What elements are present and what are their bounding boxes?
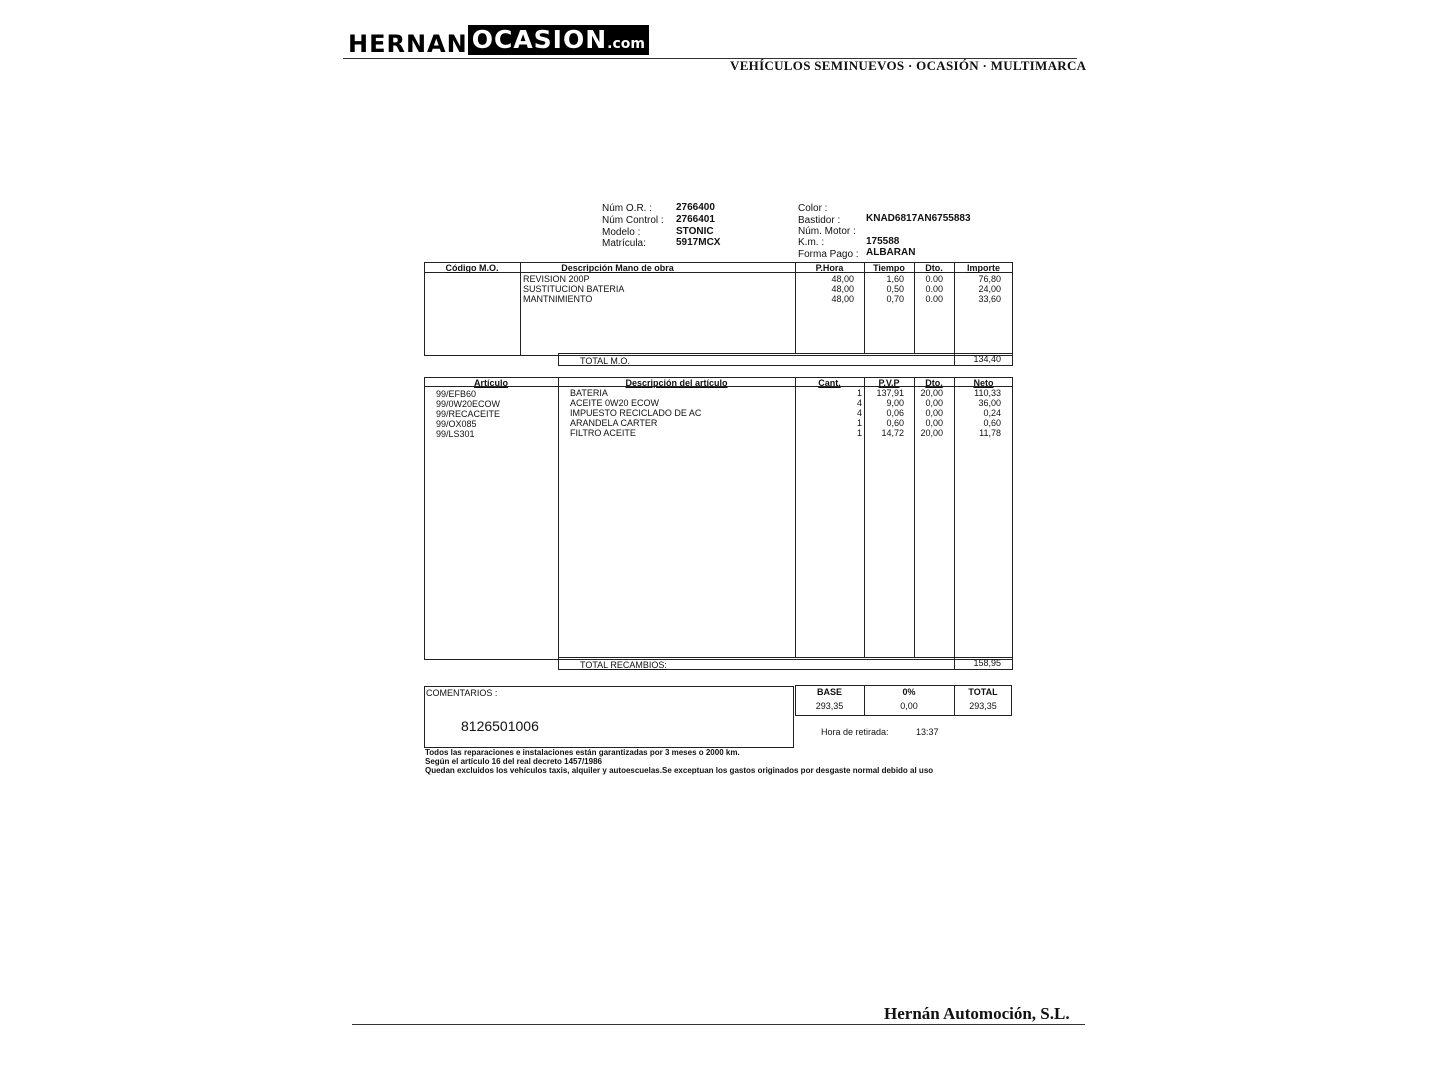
note-line: Todos las reparaciones e instalaciones están garantizadas por 3 meses o 2000 km.: [425, 748, 740, 757]
labor-desc: REVISION 200P: [523, 274, 590, 284]
logo-text-ocasion: [468, 25, 649, 55]
labor-phora: 48,00: [831, 274, 854, 284]
labor-desc: MANTNIMIENTO: [523, 294, 593, 304]
labor-total-divider: [954, 353, 955, 366]
labor-dto: 0.00: [925, 294, 943, 304]
num-control-label: Núm Control :: [602, 215, 664, 226]
total-value: 293,35: [969, 701, 997, 711]
parts-col-divider: [795, 377, 796, 658]
parts-articulo: 99/RECACEITE: [436, 409, 501, 419]
parts-cant: 4: [856, 408, 862, 418]
parts-neto: 36,00: [978, 398, 1001, 408]
num-motor-label: Núm. Motor :: [798, 226, 856, 237]
color-label: Color :: [798, 203, 828, 214]
km-value: 175588: [866, 236, 900, 247]
parts-header-cant: Cant.: [818, 378, 841, 388]
parts-desc: FILTRO ACEITE: [570, 428, 636, 438]
labor-header-descripcion: Descripción Mano de obra: [561, 263, 674, 273]
base-label: BASE: [816, 687, 842, 697]
labor-total-label: TOTAL M.O.: [580, 356, 630, 366]
parts-neto: 0,24: [983, 408, 1001, 418]
parts-pvp: 137,91: [876, 388, 904, 398]
labor-header-dto: Dto.: [925, 263, 943, 273]
labor-col-divider: [954, 262, 955, 354]
parts-neto: 110,33: [974, 388, 1001, 398]
forma-pago-label: Forma Pago :: [798, 249, 859, 260]
parts-desc: IMPUESTO RECICLADO DE AC: [570, 408, 702, 418]
labor-header-codigo: Código M.O.: [445, 263, 499, 273]
labor-total-value: 134,40: [973, 354, 1001, 364]
parts-pvp: 14,72: [881, 428, 904, 438]
bastidor-label: Bastidor :: [798, 215, 841, 226]
parts-cant: 4: [856, 398, 862, 408]
labor-tiempo: 0,50: [886, 284, 904, 294]
base-value: 293,35: [815, 701, 844, 711]
parts-dto: 0,00: [925, 418, 943, 428]
labor-col-divider: [914, 262, 915, 354]
labor-header-importe: Importe: [966, 263, 1000, 273]
header-tagline: VEHÍCULOS SEMINUEVOS · OCASIÓN · MULTIMARCA: [730, 58, 1087, 73]
parts-cant: 1: [856, 388, 862, 398]
parts-pvp: 0,06: [886, 408, 904, 418]
labor-phora: 48,00: [831, 294, 854, 304]
parts-dto: 20,00: [920, 388, 943, 398]
num-or-label: Núm O.R. :: [602, 203, 653, 214]
parts-col-divider: [954, 377, 955, 658]
parts-cant: 1: [856, 418, 862, 428]
labor-importe: 33,60: [978, 294, 1001, 304]
modelo-value: STONIC: [676, 226, 714, 237]
labor-header-phora: P.Hora: [815, 263, 844, 273]
hora-value: 13:37: [916, 727, 939, 737]
parts-articulo: 99/LS301: [436, 429, 475, 439]
parts-articulo: 99/OX085: [436, 419, 477, 429]
parts-dto: 0,00: [925, 408, 943, 418]
parts-pvp: 9,00: [886, 398, 904, 408]
logo-text-hernan: HERNAN: [348, 30, 468, 58]
logo-ocasion-word: OCASION: [471, 25, 608, 54]
num-or-value: 2766400: [676, 202, 715, 213]
parts-dto: 0,00: [925, 398, 943, 408]
note-line: Quedan excluidos los vehículos taxis, alquiler y autoescuelas.Se exceptuan los gastos originados por desgaste normal debido al uso: [425, 766, 934, 775]
parts-articulo: 99/EFB60: [436, 389, 477, 399]
parts-total-value: 158,95: [973, 658, 1001, 668]
km-label: K.m. :: [798, 237, 825, 248]
num-control-value: 2766401: [676, 214, 715, 225]
parts-header-descripcion: Descripción del artículo: [625, 378, 728, 388]
parts-desc: ACEITE 0W20 ECOW: [570, 398, 660, 408]
labor-header-tiempo: Tiempo: [873, 263, 905, 273]
parts-header-articulo: Artículo: [473, 378, 508, 388]
comments-label: COMENTARIOS :: [426, 688, 498, 698]
labor-dto: 0.00: [925, 284, 943, 294]
labor-col-divider: [864, 262, 865, 354]
iva-label: 0%: [902, 687, 916, 697]
parts-header-neto: Neto: [973, 378, 994, 388]
parts-header-pvp: P.V.P: [878, 378, 900, 388]
forma-pago-value: ALBARAN: [866, 247, 916, 258]
parts-articulo: 99/0W20ECOW: [436, 399, 501, 409]
parts-neto: 11,78: [979, 428, 1001, 438]
labor-desc: SUSTITUCION BATERIA: [523, 284, 625, 294]
labor-tiempo: 0,70: [886, 294, 904, 304]
labor-tiempo: 1,60: [886, 274, 904, 284]
parts-total-divider: [954, 657, 955, 670]
total-label: TOTAL: [968, 687, 998, 697]
matricula-value: 5917MCX: [676, 237, 721, 248]
company-logo: [348, 25, 649, 58]
labor-col-divider: [520, 262, 521, 356]
labor-phora: 48,00: [831, 284, 854, 294]
note-line: Según el artículo 16 del real decreto 1457/1986: [425, 757, 602, 766]
labor-importe: 76,80: [978, 274, 1001, 284]
footer-divider: [352, 1024, 1085, 1025]
parts-neto: 0,60: [983, 418, 1001, 428]
parts-total-label: TOTAL RECAMBIOS:: [580, 660, 667, 670]
parts-desc: BATERIA: [570, 388, 608, 398]
parts-desc: ARANDELA CARTER: [570, 418, 658, 428]
iva-value: 0,00: [900, 701, 918, 711]
labor-importe: 24,00: [978, 284, 1001, 294]
matricula-label: Matrícula:: [602, 238, 646, 249]
parts-dto: 20,00: [920, 428, 943, 438]
parts-cant: 1: [856, 428, 862, 438]
comments-value: 8126501006: [461, 718, 539, 734]
parts-pvp: 0,60: [886, 418, 904, 428]
bastidor-value: KNAD6817AN6755883: [866, 213, 971, 224]
labor-dto: 0.00: [925, 274, 943, 284]
hora-label: Hora de retirada:: [821, 727, 889, 737]
parts-col-divider: [914, 377, 915, 658]
parts-col-divider: [558, 377, 559, 670]
labor-col-divider: [795, 262, 796, 354]
parts-header-dto: Dto.: [925, 378, 943, 388]
modelo-label: Modelo :: [602, 227, 641, 238]
parts-col-divider: [864, 377, 865, 658]
logo-com: .com: [607, 36, 645, 52]
company-name: Hernán Automoción, S.L.: [884, 1004, 1070, 1023]
